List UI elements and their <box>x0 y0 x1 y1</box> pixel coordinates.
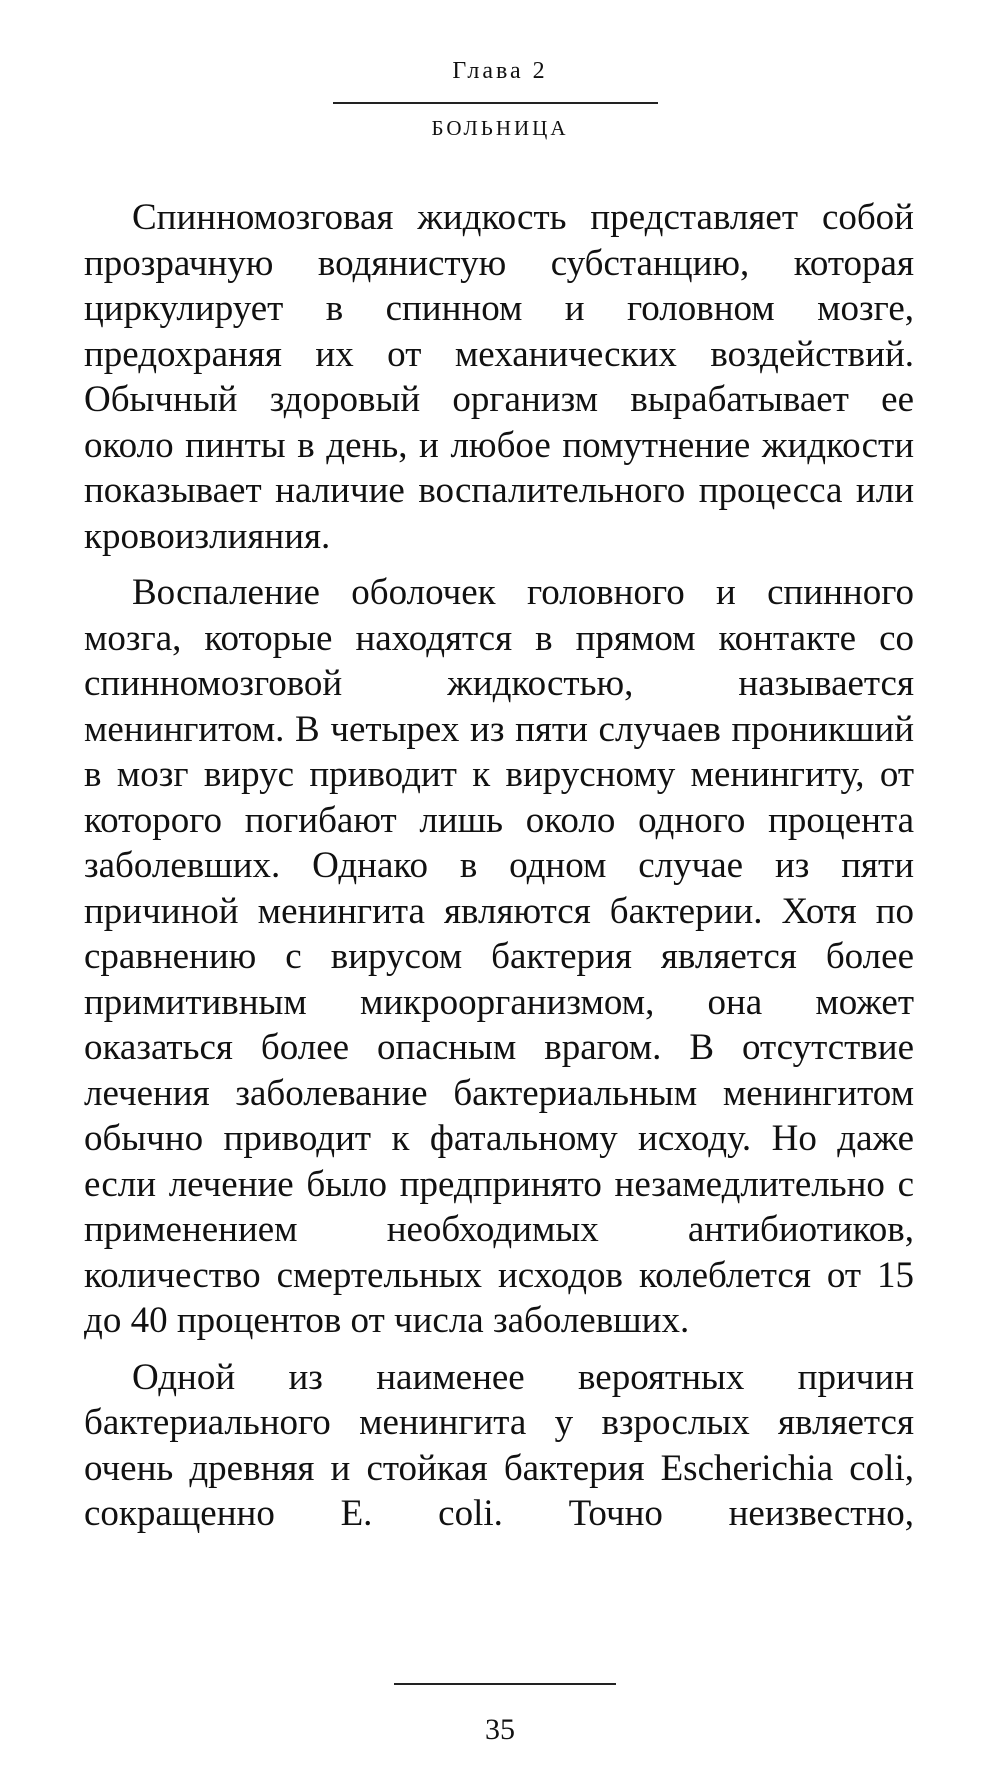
footer-divider <box>394 1683 616 1685</box>
page-number: 35 <box>485 1713 515 1746</box>
paragraph-1: Спинномозговая жидкость представляет собой прозрачную водянистую субстанцию, которая циркулирует в спинном и головном мозге, предохраняя их от механических воздействий. Обычный здоровый организм вырабатывает ее около пинты в день, и любое помутнение жидкости показывает наличие воспалительного процесса или кровоизлияния. <box>84 197 914 557</box>
paragraph-2: Воспаление оболочек головного и спинного мозга, которые находятся в прямом контакте со спинномозговой жидкостью, называется менингитом. В четырех из пяти случаев проникший в мозг вирус приводит к вирусному менингиту, от которого погибают лишь около одного процента заболевших. Однако в одном случае из пяти причиной менингита являются бактерии. Хотя по сравнению с вирусом бактерия является более примитивным микроорганизмом, она может оказаться более опасным врагом. В отсутствие лечения заболевание бактериальным менингитом обычно приводит к фатальному исходу. Но даже если лечение было предпринято незамедлительно с применением необходимых антибиотиков, количество смертельных исходов колеблется от 15 до 40 процентов от числа заболевших. <box>84 572 914 1341</box>
header-divider <box>333 102 658 104</box>
body-text <box>84 195 914 1537</box>
chapter-label: Глава 2 <box>452 58 548 84</box>
paragraph-3: Одной из наименее вероятных причин бактериального менингита у взрослых является очень древняя и стойкая бактерия Escherichia coli, сокращенно E. coli. Точно неизвестно, <box>84 1356 914 1534</box>
section-title: БОЛЬНИЦА <box>431 116 569 140</box>
